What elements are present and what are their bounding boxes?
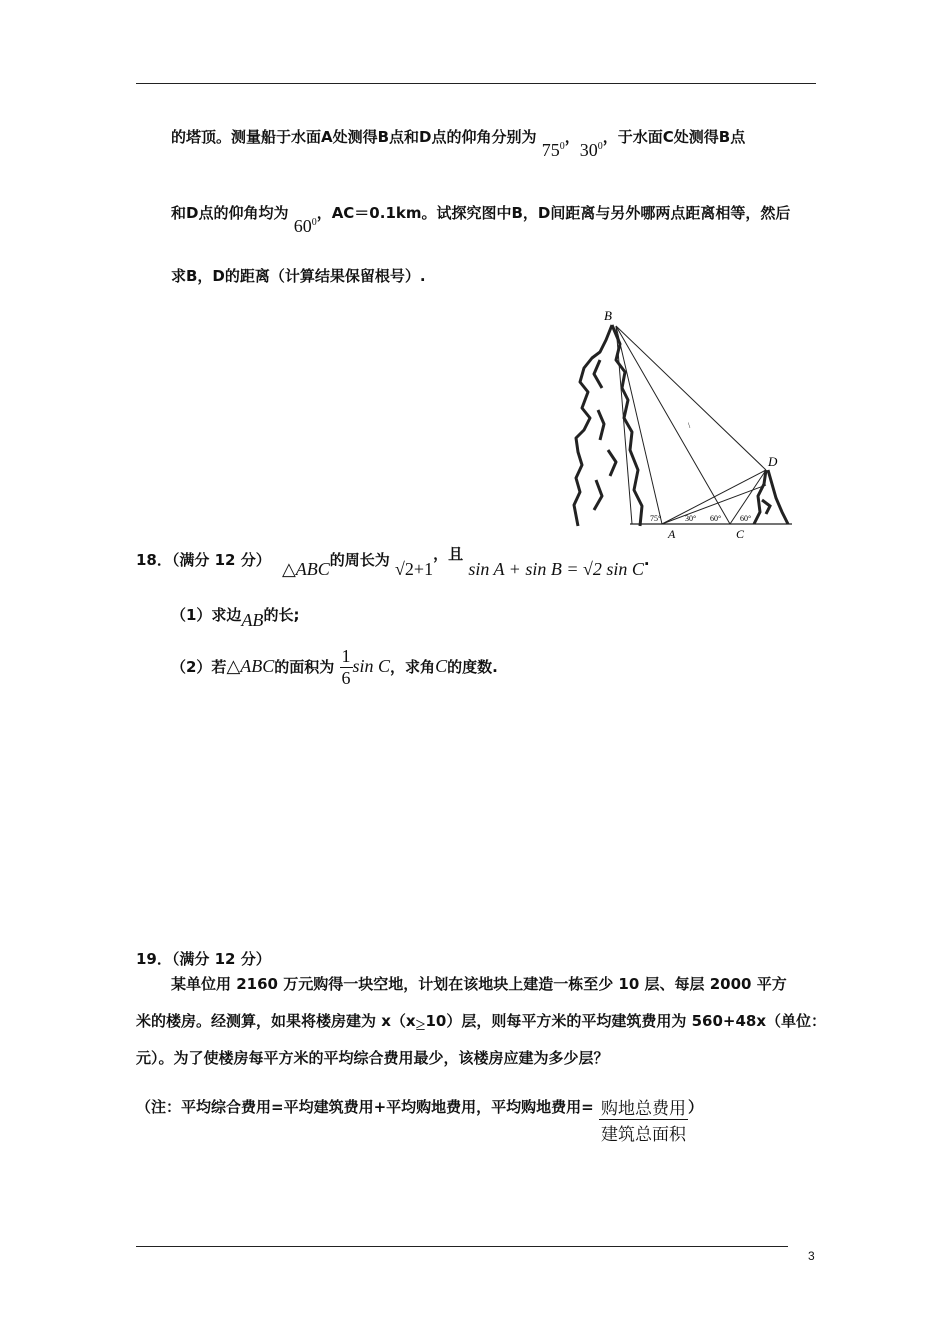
- p17-text-3: 求B，D的距离（计算结果保留根号）.: [171, 267, 426, 285]
- angle-label-75: 75°: [650, 514, 662, 523]
- p19-line-1: [171, 973, 787, 994]
- tick-mark: \: [688, 421, 691, 430]
- footer-rule: [136, 1246, 788, 1247]
- triangle-symbol: △: [281, 559, 296, 579]
- p17-text-1b: ，于水面C处测得B点: [602, 128, 746, 146]
- angle-75-value: 75: [541, 140, 560, 160]
- angle-label-30: 30°: [685, 514, 697, 523]
- degree-mark: 0: [311, 217, 317, 228]
- p18-perimeter-value: [395, 559, 433, 579]
- label-b: B: [604, 308, 612, 323]
- geometry-figure: [570, 300, 800, 540]
- p17-text-2b: ，AC＝0.1km。试探究图中B，D间距离与另外哪两点距离相等，然后: [316, 204, 791, 222]
- p19-line-2: [136, 1010, 826, 1034]
- p18-part1-end: 的长;: [263, 606, 300, 624]
- angle-30: [580, 140, 603, 160]
- angle-30-value: 30: [579, 140, 598, 160]
- angle-label-60a: 60°: [710, 514, 722, 523]
- degree-mark: 0: [559, 141, 565, 152]
- angle-60: [294, 216, 317, 236]
- p18-area-text: 的面积为: [274, 658, 335, 676]
- p18-number: 18．: [136, 551, 172, 569]
- frac-num: 1: [341, 646, 351, 666]
- p18-part-2: [171, 646, 498, 689]
- angle-60-value: 60: [293, 216, 312, 236]
- p17-line-2: [171, 202, 791, 236]
- p19-text-3: 元）。为了使楼房每平方米的平均综合费用最少，该楼房应建为多少层？: [136, 1049, 609, 1067]
- line-b-d: [616, 326, 766, 470]
- p17-sep: ，: [564, 128, 580, 146]
- triangle-symbol: △: [226, 656, 241, 676]
- frac-den-total-area: 建筑总面积: [600, 1125, 686, 1145]
- label-a: A: [668, 527, 676, 540]
- abc-label: ABC: [295, 559, 330, 579]
- abc-label: ABC: [240, 656, 275, 676]
- p18-period: .: [643, 551, 650, 569]
- p17-line-3: [171, 265, 426, 286]
- p19-line-3: [136, 1047, 609, 1068]
- p18-equation: sin A + sin B = √2 sin C: [468, 559, 644, 579]
- p17-line-1: [171, 126, 746, 160]
- p19-header: [136, 948, 271, 969]
- p18-part2-end: 的度数.: [447, 658, 498, 676]
- label-c: C: [736, 527, 745, 540]
- p19-note-end: ）: [687, 1098, 703, 1116]
- angle-75: [542, 140, 565, 160]
- p18-qie: ，且: [433, 545, 464, 563]
- p17-text-2a: 和D点的仰角均为: [171, 204, 289, 222]
- line-b-a: [616, 326, 662, 524]
- plus1: +1: [413, 559, 434, 579]
- p19-score: （满分 12 分）: [171, 950, 271, 968]
- header-rule: [136, 83, 816, 84]
- degree-mark: 0: [597, 141, 603, 152]
- frac-num-total-cost: 购地总费用: [599, 1094, 688, 1120]
- p18-triangle: [282, 559, 330, 579]
- cliff-outline: [574, 325, 642, 526]
- p18-score: （满分 12 分）: [171, 551, 271, 569]
- frac-den: 6: [341, 668, 351, 688]
- geq-symbol: ≥: [415, 1014, 426, 1034]
- line-b-c: [616, 326, 730, 524]
- sqrt2: √2: [395, 559, 414, 579]
- p18-part-1: [171, 604, 300, 630]
- label-d: D: [768, 454, 778, 469]
- p18-header: [136, 545, 650, 579]
- ab-label: AB: [241, 610, 264, 630]
- tower-outline: [754, 470, 788, 524]
- c-label: C: [435, 656, 448, 676]
- p19-text-2b: 10）层，则每平方米的平均建筑费用为 560+48x（单位：: [425, 1012, 826, 1030]
- purchase-cost-fraction: [599, 1094, 688, 1145]
- p19-text-2a: 米的楼房。经测算，如果将楼房建为 x（x: [136, 1012, 416, 1030]
- p18-perimeter-text: 的周长为: [329, 551, 390, 569]
- p19-number: 19．: [136, 950, 172, 968]
- sin-c: sin C: [352, 656, 391, 676]
- p18-part1-text: （1）求边: [171, 606, 242, 624]
- angle-label-60b: 60°: [740, 514, 752, 523]
- p17-text-1a: 的塔顶。测量船于水面A处测得B点和D点的仰角分别为: [171, 128, 537, 146]
- p19-note-text: （注：平均综合费用=平均建筑费用+平均购地费用，平均购地费用=: [136, 1098, 594, 1116]
- p19-note: [136, 1094, 703, 1145]
- page-number: 3: [808, 1249, 815, 1263]
- p19-text-1: 某单位用 2160 万元购得一块空地，计划在该地块上建造一栋至少 10 层、每层 2000 平方: [171, 975, 787, 993]
- p18-part2-c: ，求角: [390, 658, 436, 676]
- fraction-one-sixth: [340, 646, 353, 689]
- p18-part2-text: （2）若: [171, 658, 227, 676]
